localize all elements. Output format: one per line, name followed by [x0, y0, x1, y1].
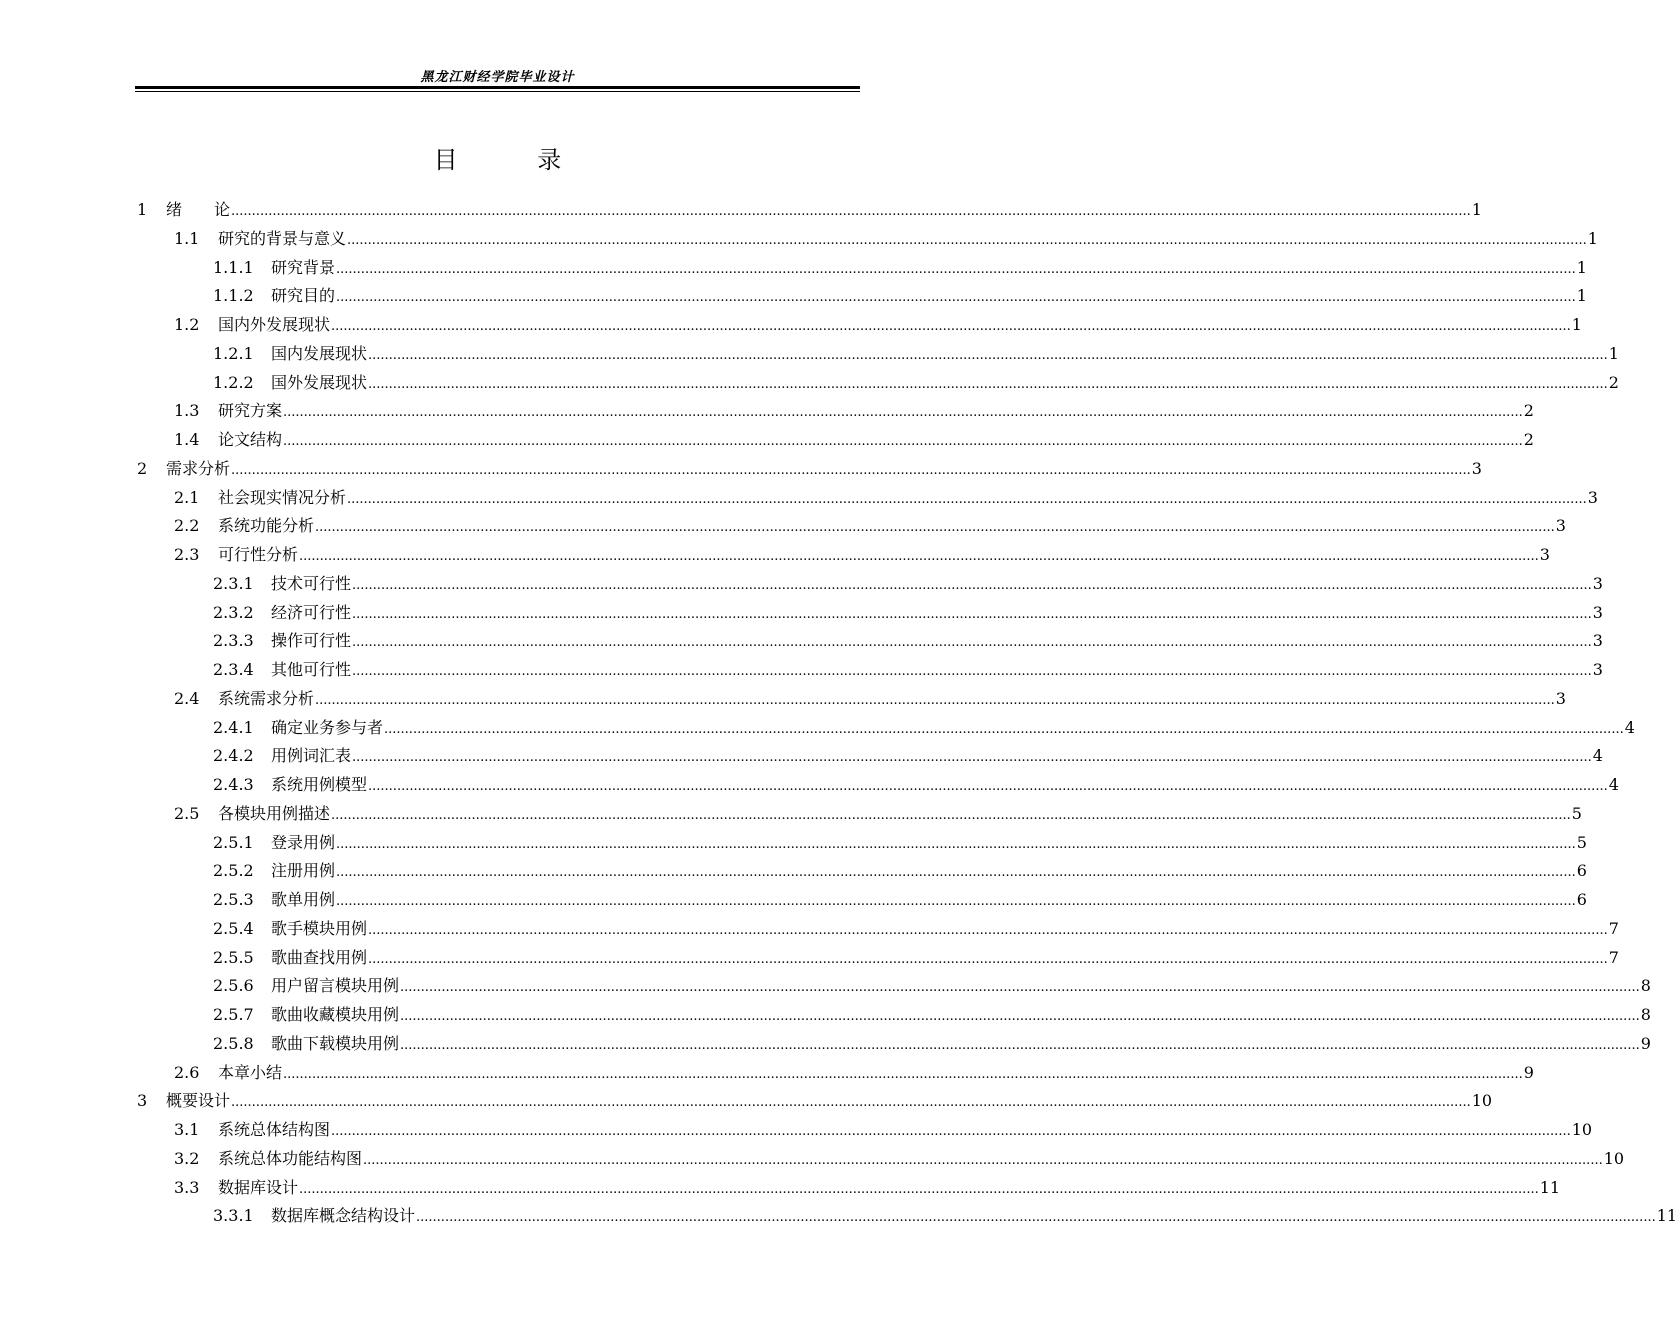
toc-leader-dots: ............................................................................................................................................................................................................................................................................................................: [400, 1037, 1640, 1053]
toc-entry[interactable]: [213, 714, 1635, 742]
toc-entry-title: 数据库概念结构设计: [271, 1206, 416, 1226]
toc-entry-number: 2.5.3: [213, 890, 254, 909]
toc-entry-page: 4: [1624, 717, 1635, 737]
toc-leader-dots: ............................................................................................................................................................................................................................................................................................................: [347, 232, 1587, 248]
toc-entry-number: 2.2: [174, 516, 200, 536]
toc-entry-number: 2.3.1: [213, 573, 254, 593]
toc-entry[interactable]: [213, 369, 1619, 397]
header-rule-thick: [135, 86, 860, 89]
toc-leader-dots: ............................................................................................................................................................................................................................................................................................................: [352, 750, 1592, 766]
toc-entry-title: 需求分析: [166, 458, 231, 478]
toc-entry-number: 3.1: [174, 1120, 200, 1139]
toc-entry-page: 3: [1587, 487, 1598, 507]
toc-entry-number: 2.5.5: [213, 947, 254, 967]
toc-entry-page: 6: [1576, 890, 1587, 909]
toc-entry-number: 2.5.2: [213, 861, 254, 881]
toc-entry-title: 注册用例: [271, 861, 336, 881]
toc-leader-dots: ............................................................................................................................................................................................................................................................................................................: [352, 635, 1592, 651]
toc-leader-dots: ............................................................................................................................................................................................................................................................................................................: [400, 1009, 1640, 1024]
toc-entry-title: 研究背景: [271, 257, 336, 277]
toc-leader-dots: ............................................................................................................................................................................................................................................................................................................: [336, 290, 1576, 306]
toc-entry-title: 其他可行性: [271, 660, 352, 679]
toc-entry-page: 3: [1592, 660, 1603, 679]
toc-entry-number: 2.3: [174, 545, 200, 564]
toc-entry-title: 国外发展现状: [271, 372, 368, 392]
toc-entry-number: 1.3: [174, 401, 200, 421]
toc-entry-page: 8: [1640, 1005, 1651, 1024]
toc-entry-page: 10: [1471, 1091, 1493, 1111]
toc-entry-page: 10: [1571, 1120, 1593, 1139]
toc-entry-number: 2.5.6: [213, 976, 254, 996]
toc-entry[interactable]: [213, 771, 1619, 799]
toc-entry[interactable]: [174, 800, 1582, 828]
toc-entry-page: 9: [1523, 1062, 1534, 1082]
toc-entry[interactable]: [213, 886, 1587, 914]
toc-leader-dots: ............................................................................................................................................................................................................................................................................................................: [231, 462, 1471, 478]
running-header: 黑龙江财经学院毕业设计: [420, 70, 575, 85]
toc-entry-title: 操作可行性: [271, 631, 352, 651]
toc-entry[interactable]: [174, 541, 1550, 569]
toc-entry-number: 2.3.3: [213, 631, 254, 651]
toc-entry-page: 1: [1576, 286, 1587, 306]
toc-entry-title: 经济可行性: [271, 602, 352, 622]
toc-entry-title: 研究方案: [218, 401, 283, 421]
toc-leader-dots: ............................................................................................................................................................................................................................................................................................................: [336, 836, 1576, 852]
toc-leader-dots: ............................................................................................................................................................................................................................................................................................................: [283, 405, 1523, 421]
toc-entry-page: 7: [1608, 947, 1619, 967]
toc-entry-title: 国内外发展现状: [218, 315, 331, 334]
toc-entry[interactable]: [213, 340, 1619, 368]
toc-entry[interactable]: [213, 1202, 1677, 1230]
toc-entry-number: 2.4.1: [213, 717, 254, 737]
toc-entry[interactable]: [213, 627, 1603, 655]
toc-entry-number: 1.2: [174, 315, 200, 334]
toc-leader-dots: ............................................................................................................................................................................................................................................................................................................: [352, 606, 1592, 622]
toc-entry-page: 10: [1603, 1148, 1625, 1168]
toc-leader-dots: ............................................................................................................................................................................................................................................................................................................: [352, 577, 1592, 593]
toc-entry[interactable]: [174, 685, 1566, 713]
toc-leader-dots: ............................................................................................................................................................................................................................................................................................................: [368, 376, 1608, 392]
toc-entry-title: 社会现实情况分析: [218, 487, 347, 507]
toc-leader-dots: ............................................................................................................................................................................................................................................................................................................: [331, 319, 1571, 334]
toc-entry-title: 歌手模块用例: [271, 918, 368, 938]
toc-entry-number: 2.3.4: [213, 660, 254, 679]
toc-entry[interactable]: [174, 512, 1566, 540]
toc-entry[interactable]: [174, 1059, 1534, 1087]
toc-entry-title: 歌曲查找用例: [271, 947, 368, 967]
toc-entry-page: 3: [1555, 516, 1566, 536]
toc-leader-dots: ............................................................................................................................................................................................................................................................................................................: [363, 1152, 1603, 1168]
toc-leader-dots: ............................................................................................................................................................................................................................................................................................................: [331, 807, 1571, 823]
toc-entry[interactable]: [137, 455, 1482, 483]
toc-entry-title: 确定业务参与者: [271, 717, 384, 737]
toc-entry-number: 1.1: [174, 228, 200, 248]
toc-entry-page: 8: [1640, 976, 1651, 996]
toc-entry-title: 歌曲下载模块用例: [271, 1033, 400, 1053]
toc-entry-page: 3: [1592, 602, 1603, 622]
header-rule-thin: [135, 91, 860, 92]
toc-leader-dots: ............................................................................................................................................................................................................................................................................................................: [315, 520, 1555, 536]
toc-entry-title: 系统用例模型: [271, 775, 368, 794]
toc-entry[interactable]: [213, 570, 1603, 598]
toc-entry[interactable]: [174, 397, 1534, 425]
toc-entry-number: 1: [137, 200, 148, 219]
toc-entry-number: 2.5: [174, 803, 200, 823]
toc-entry-title: 概要设计: [166, 1091, 231, 1111]
toc-entry-title: 系统总体功能结构图: [218, 1148, 363, 1168]
toc-entry-number: 3: [137, 1091, 148, 1111]
toc-entry[interactable]: [174, 311, 1582, 339]
toc-entry-page: 5: [1571, 803, 1582, 823]
toc-entry-number: 3.3.1: [213, 1206, 254, 1226]
toc-entry[interactable]: [174, 225, 1598, 253]
toc-leader-dots: ............................................................................................................................................................................................................................................................................................................: [400, 980, 1640, 996]
toc-entry-title: 登录用例: [271, 832, 336, 852]
toc-leader-dots: ............................................................................................................................................................................................................................................................................................................: [231, 1095, 1471, 1111]
toc-entry-title: 用例词汇表: [271, 746, 352, 766]
toc-entry-page: 7: [1608, 918, 1619, 938]
toc-entry-title: 研究目的: [271, 286, 336, 306]
toc-entry-number: 2.4.3: [213, 775, 254, 794]
toc-leader-dots: ............................................................................................................................................................................................................................................................................................................: [368, 951, 1608, 967]
toc-leader-dots: ............................................................................................................................................................................................................................................................................................................: [331, 1124, 1571, 1139]
toc-entry-page: 2: [1523, 430, 1534, 449]
toc-entry-page: 3: [1471, 458, 1482, 478]
toc-leader-dots: ............................................................................................................................................................................................................................................................................................................: [283, 434, 1523, 449]
toc-entry-number: 2.1: [174, 487, 200, 507]
toc-entry-page: 2: [1523, 401, 1534, 421]
toc-entry[interactable]: [137, 1087, 1493, 1115]
toc-entry-page: 1: [1471, 200, 1482, 219]
toc-title: 目 录: [433, 146, 598, 174]
toc-entry[interactable]: [174, 1116, 1593, 1144]
toc-entry-number: 3.2: [174, 1148, 200, 1168]
toc-leader-dots: ............................................................................................................................................................................................................................................................................................................: [352, 664, 1592, 679]
toc-leader-dots: ............................................................................................................................................................................................................................................................................................................: [336, 865, 1576, 881]
toc-entry-page: 2: [1608, 372, 1619, 392]
toc-entry[interactable]: [213, 944, 1619, 972]
toc-entry[interactable]: [137, 196, 1482, 224]
toc-leader-dots: ............................................................................................................................................................................................................................................................................................................: [368, 347, 1608, 363]
toc-entry-page: 5: [1576, 832, 1587, 852]
toc-entry-page: 3: [1555, 688, 1566, 708]
toc-entry-number: 1.4: [174, 430, 200, 449]
toc-entry-title: 研究的背景与意义: [218, 228, 347, 248]
toc-leader-dots: ............................................................................................................................................................................................................................................................................................................: [336, 894, 1576, 909]
toc-entry-title: 论文结构: [218, 430, 283, 449]
toc-entry-title: 系统需求分析: [218, 688, 315, 708]
toc-entry-title: 用户留言模块用例: [271, 976, 400, 996]
toc-entry-number: 1.1.1: [213, 257, 254, 277]
toc-entry[interactable]: [213, 972, 1651, 1000]
toc-entry-title: 可行性分析: [218, 545, 299, 564]
toc-entry-page: 1: [1576, 257, 1587, 277]
toc-entry-title: 各模块用例描述: [218, 803, 331, 823]
toc-entry-title: 系统功能分析: [218, 516, 315, 536]
toc-leader-dots: ............................................................................................................................................................................................................................................................................................................: [299, 1181, 1539, 1197]
toc-entry[interactable]: [174, 426, 1534, 454]
toc-entry-page: 11: [1539, 1177, 1561, 1197]
toc-entry-page: 9: [1640, 1033, 1651, 1053]
toc-entry-page: 3: [1539, 545, 1550, 564]
toc-entry-number: 3.3: [174, 1177, 200, 1197]
toc-entry-title: 歌单用例: [271, 890, 336, 909]
toc-leader-dots: ............................................................................................................................................................................................................................................................................................................: [336, 261, 1576, 277]
toc-entry[interactable]: [213, 1030, 1651, 1058]
toc-entry-title: 系统总体结构图: [218, 1120, 331, 1139]
toc-entry-number: 2.5.7: [213, 1005, 254, 1024]
toc-leader-dots: ............................................................................................................................................................................................................................................................................................................: [416, 1210, 1656, 1226]
toc-leader-dots: ............................................................................................................................................................................................................................................................................................................: [347, 491, 1587, 507]
toc-entry-page: 11: [1656, 1206, 1677, 1226]
toc-entry-page: 3: [1592, 573, 1603, 593]
toc-entry-number: 2.4.2: [213, 746, 254, 766]
toc-entry-title: 绪 论: [166, 200, 231, 219]
toc-entry-number: 2: [137, 458, 148, 478]
toc-entry[interactable]: [174, 484, 1598, 512]
toc-entry-number: 2.3.2: [213, 602, 254, 622]
toc-entry-page: 1: [1608, 343, 1619, 363]
toc-entry[interactable]: [213, 282, 1587, 310]
toc-entry-number: 2.5.8: [213, 1033, 254, 1053]
toc-entry-number: 1.2.1: [213, 343, 254, 363]
toc-entry-number: 2.6: [174, 1062, 200, 1082]
toc-entry[interactable]: [213, 656, 1603, 684]
toc-entry[interactable]: [213, 829, 1587, 857]
toc-entry-number: 1.2.2: [213, 372, 254, 392]
toc-entry-page: 6: [1576, 861, 1587, 881]
toc-entry[interactable]: [174, 1145, 1625, 1173]
toc-entry-page: 1: [1571, 315, 1582, 334]
toc-entry-title: 技术可行性: [271, 573, 352, 593]
toc-entry-title: 国内发展现状: [271, 343, 368, 363]
toc-entry[interactable]: [213, 254, 1587, 282]
toc-entry-page: 4: [1592, 746, 1603, 766]
toc-leader-dots: ............................................................................................................................................................................................................................................................................................................: [368, 922, 1608, 938]
toc-entry-page: 4: [1608, 775, 1619, 794]
toc-entry[interactable]: [174, 1174, 1561, 1202]
toc-entry[interactable]: [213, 599, 1603, 627]
toc-leader-dots: ............................................................................................................................................................................................................................................................................................................: [283, 1066, 1523, 1082]
toc-leader-dots: ............................................................................................................................................................................................................................................................................................................: [315, 692, 1555, 708]
toc-entry-title: 数据库设计: [218, 1177, 299, 1197]
toc-leader-dots: ............................................................................................................................................................................................................................................................................................................: [384, 721, 1624, 737]
toc-entry-title: 歌曲收藏模块用例: [271, 1005, 400, 1024]
toc-entry[interactable]: [213, 1001, 1651, 1029]
toc-entry-number: 1.1.2: [213, 286, 254, 306]
toc-entry[interactable]: [213, 742, 1603, 770]
toc-leader-dots: ............................................................................................................................................................................................................................................................................................................: [299, 549, 1539, 564]
toc-entry-title: 本章小结: [218, 1062, 283, 1082]
toc-entry-page: 1: [1587, 228, 1598, 248]
toc-entry-number: 2.5.4: [213, 918, 254, 938]
toc-entry-number: 2.4: [174, 688, 200, 708]
toc-entry-number: 2.5.1: [213, 832, 254, 852]
toc-leader-dots: ............................................................................................................................................................................................................................................................................................................: [231, 204, 1471, 219]
toc-leader-dots: ............................................................................................................................................................................................................................................................................................................: [368, 779, 1608, 794]
toc-entry[interactable]: [213, 915, 1619, 943]
toc-entry-page: 3: [1592, 631, 1603, 651]
toc-entry[interactable]: [213, 857, 1587, 885]
